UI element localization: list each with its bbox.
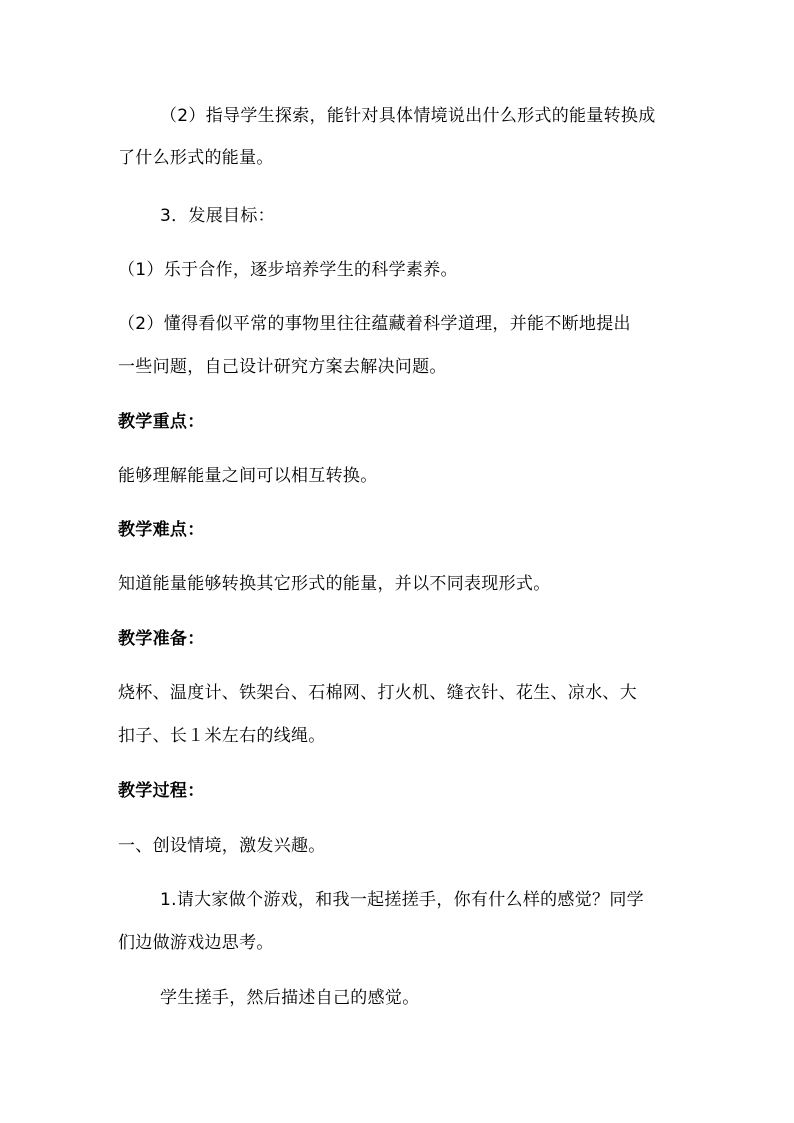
student-activity-line: 学生搓手，然后描述自己的感觉。 (160, 988, 420, 1008)
teaching-preparation-line-2: 扣子、长１米左右的线绳。 (118, 726, 326, 746)
section-1-heading: 一、创设情境，激发兴趣。 (118, 836, 326, 856)
teaching-key-points-heading: 教学重点： (118, 412, 205, 432)
teaching-process-heading: 教学过程： (118, 781, 205, 801)
teaching-difficulties-heading: 教学难点： (118, 520, 205, 540)
teaching-preparation-line-1: 烧杯、温度计、铁架台、石棉网、打火机、缝衣针、花生、凉水、大 (118, 683, 637, 703)
step-1-line-2: 们边做游戏边思考。 (118, 933, 274, 953)
teaching-preparation-heading: 教学准备： (118, 629, 205, 649)
objective-2-line-2: 了什么形式的能量。 (118, 148, 274, 168)
development-goal-1: （1）乐于合作，逐步培养学生的科学素养。 (118, 260, 458, 280)
step-1-line-1: 1.请大家做个游戏，和我一起搓搓手，你有什么样的感觉？同学 (160, 890, 644, 910)
development-goal-2-line-1: （2）懂得看似平常的事物里往往蕴藏着科学道理，并能不断地提出 (118, 314, 631, 334)
development-goals-heading: 3．发展目标： (160, 206, 275, 226)
teaching-difficulties-text: 知道能量能够转换其它形式的能量，并以不同表现形式。 (118, 574, 551, 594)
teaching-key-points-text: 能够理解能量之间可以相互转换。 (118, 466, 378, 486)
development-goal-2-line-2: 一些问题，自己设计研究方案去解决问题。 (118, 357, 447, 377)
objective-2-line-1: （2）指导学生探索，能针对具体情境说出什么形式的能量转换成 (160, 106, 656, 126)
